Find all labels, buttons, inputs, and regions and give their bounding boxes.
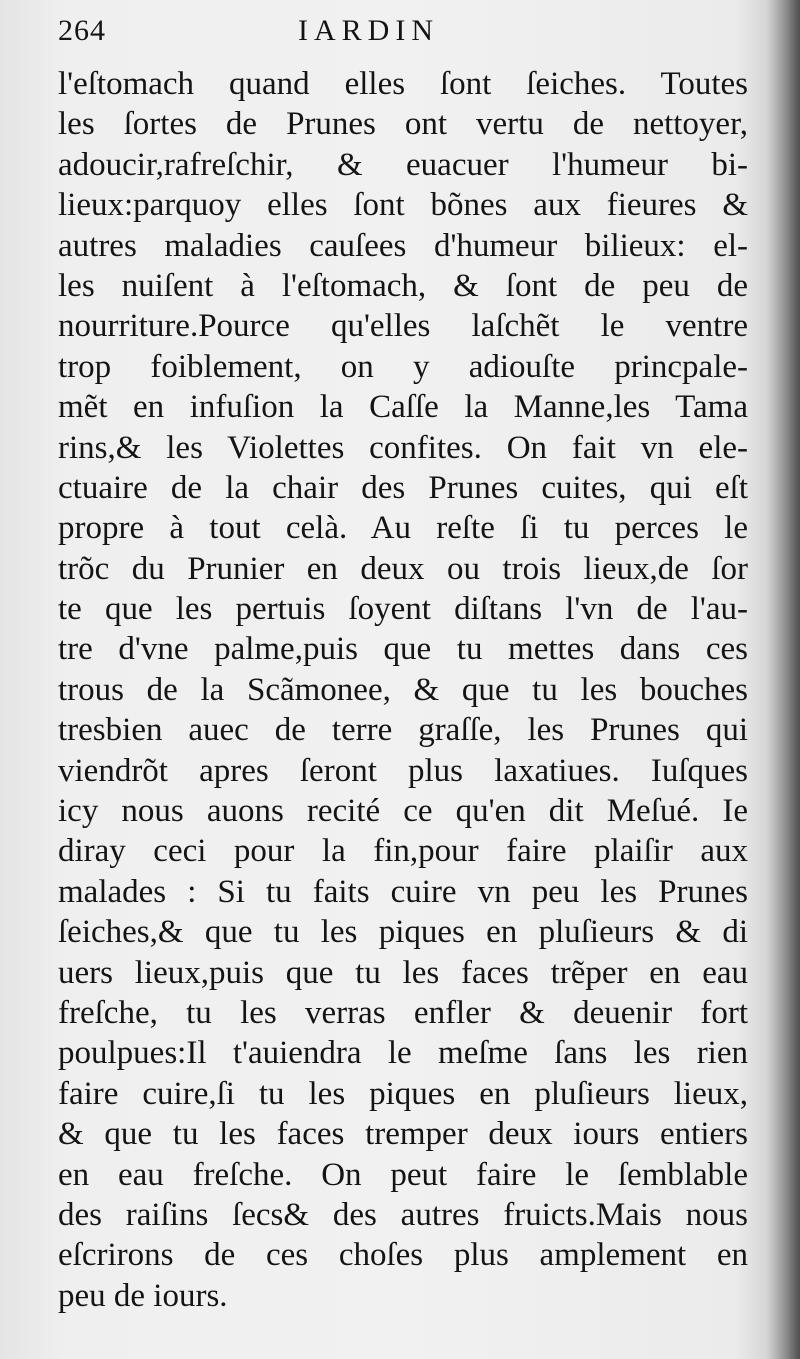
text-line: tre d'vne palme,puis que tu mettes dans ces	[58, 631, 748, 668]
text-line: icy nous auons recité ce qu'en dit Meſué. Ie	[58, 793, 748, 830]
text-line: freſche, tu les verras enfler & deuenir fort	[58, 994, 748, 1031]
text-line: viendrõt apres ſeront plus laxatiues. Iuſques	[58, 752, 748, 789]
text-line: lieux:parquoy elles ſont bõnes aux fieures &	[58, 187, 748, 224]
text-line: les ſortes de Prunes ont vertu de nettoyer,	[58, 106, 748, 143]
text-line: te que les pertuis ſoyent diſtans l'vn de l'au-	[58, 591, 748, 628]
text-line: eſcrirons de ces choſes plus amplement en	[58, 1237, 748, 1274]
text-line: adoucir,rafreſchir, & euacuer l'humeur bi-	[58, 146, 748, 183]
page-header	[58, 14, 758, 54]
text-line: faire cuire,ſi tu les piques en pluſieurs lieux,	[58, 1075, 748, 1112]
text-line: trop foiblement, on y adiouſte princpale-	[58, 348, 748, 385]
text-line: peu de iours.	[58, 1277, 228, 1314]
text-line: poulpues:Il t'auiendra le meſme ſans les rien	[58, 1035, 748, 1072]
text-line: tresbien auec de terre graſſe, les Prunes qui	[58, 712, 748, 749]
text-line: ctuaire de la chair des Prunes cuites, qui eſt	[58, 469, 748, 506]
text-line: les nuiſent à l'eſtomach, & ſont de peu de	[58, 267, 748, 304]
text-line: nourriture.Pource qu'elles laſchẽt le ventre	[58, 308, 748, 345]
text-line: trõc du Prunier en deux ou trois lieux,de ſor	[58, 550, 748, 587]
text-line: & que tu les faces tremper deux iours entiers	[58, 1116, 748, 1153]
text-line: trous de la Scãmonee, & que tu les bouches	[58, 671, 748, 708]
text-line: l'eſtomach quand elles ſont ſeiches. Toutes	[58, 66, 748, 102]
page-edge-shadow	[766, 0, 800, 1359]
text-body	[58, 64, 748, 1316]
text-line: ſeiches,& que tu les piques en pluſieurs & di	[58, 914, 748, 951]
text-line: mẽt en infuſion la Caſſe la Manne,les Tama	[58, 389, 748, 426]
text-line: en eau freſche. On peut faire le ſemblable	[58, 1156, 748, 1193]
text-line: autres maladies cauſees d'humeur bilieux: el-	[58, 227, 748, 264]
text-line: diray ceci pour la fin,pour faire plaiſir aux	[58, 833, 748, 870]
text-line: propre à tout celà. Au reſte ſi tu perces le	[58, 510, 748, 547]
text-line: uers lieux,puis que tu les faces trẽper en eau	[58, 954, 748, 991]
text-line: des raiſins ſecs& des autres fruicts.Mais nous	[58, 1196, 748, 1233]
running-head: IARDIN	[298, 14, 439, 47]
text-line: malades : Si tu faits cuire vn peu les Prunes	[58, 873, 748, 910]
text-line: rins,& les Violettes confites. On fait vn ele-	[58, 429, 748, 466]
page-number: 264	[58, 14, 106, 47]
